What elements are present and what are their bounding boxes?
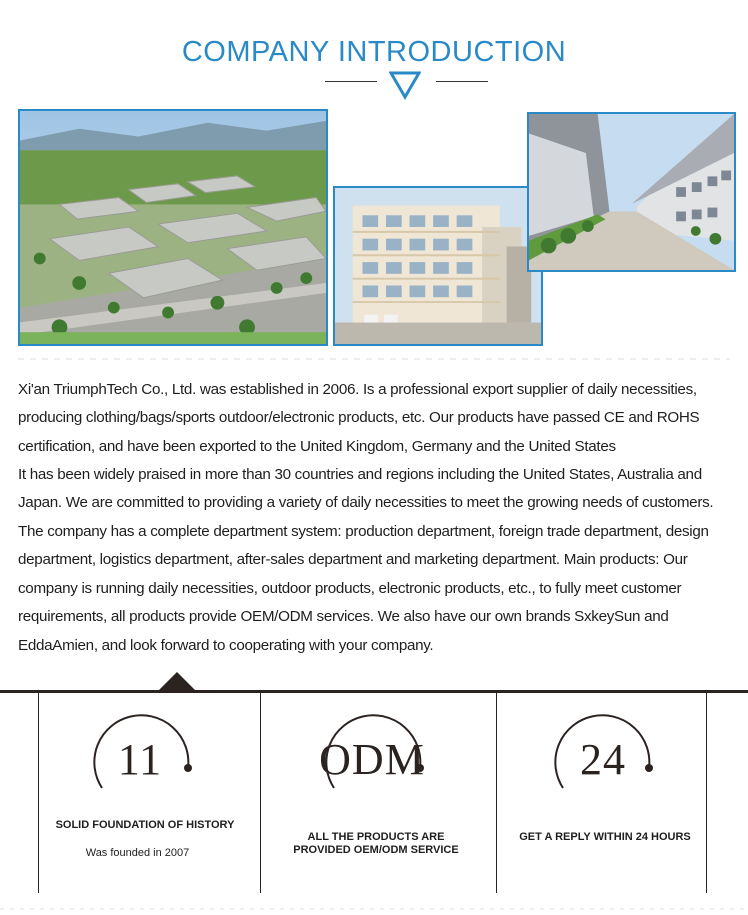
stats-divider <box>260 693 261 893</box>
stat-caption: ALL THE PRODUCTS ARE PROVIDED OEM/ODM SERVICE <box>293 831 459 856</box>
chevron-down-icon <box>389 70 421 100</box>
divider-line <box>18 358 730 360</box>
title-rule-left <box>325 81 377 82</box>
stats-divider <box>38 693 39 893</box>
stat-value: 24 <box>580 735 626 784</box>
stat-caption: SOLID FOUNDATION OF HISTORY <box>55 819 235 831</box>
pointer-triangle <box>159 672 195 690</box>
office-building-photo <box>333 186 543 346</box>
warehouse-corridor-photo <box>527 112 736 272</box>
stats-divider <box>706 693 707 893</box>
stat-value: ODM <box>319 735 425 784</box>
page-title: COMPANY INTRODUCTION <box>181 36 567 68</box>
stat-caption: GET A REPLY WITHIN 24 HOURS <box>519 831 691 843</box>
bottom-divider <box>0 908 748 910</box>
industrial-park-aerial-photo <box>18 109 328 346</box>
intro-paragraph-1: Xi'an TriumphTech Co., Ltd. was established in 2006. Is a professional export supplier of daily necessities, producing clothing/bags/sports outdoor/electronic products, etc. Our products have passed CE and ROHS certification, and have been exported to the United Kingdom, Germany and the United States <box>18 381 700 455</box>
intro-paragraph-3: The company has a complete department system: production department, foreign trade department, design department, logistics department, after-sales department and marketing department. Main products: Our company is running daily necessities, outdoor products, electronic products, etc., to fully meet customer requirements, all products provide OEM/ODM services. We also have our own brands SxkeySun and EddaAmien, and look forward to cooperating with your company. <box>18 523 709 654</box>
stat-value: 11 <box>117 735 163 784</box>
stats-top-bar <box>0 690 748 693</box>
intro-paragraph-2: It has been widely praised in more than 30 countries and regions including the United States, Australia and Japan. We are committed to providing a variety of daily necessities to meet the growing needs of customers. <box>18 466 714 512</box>
stat-subtext: Was founded in 2007 <box>85 847 190 859</box>
title-rule-right <box>436 81 488 82</box>
stats-divider <box>496 693 497 893</box>
